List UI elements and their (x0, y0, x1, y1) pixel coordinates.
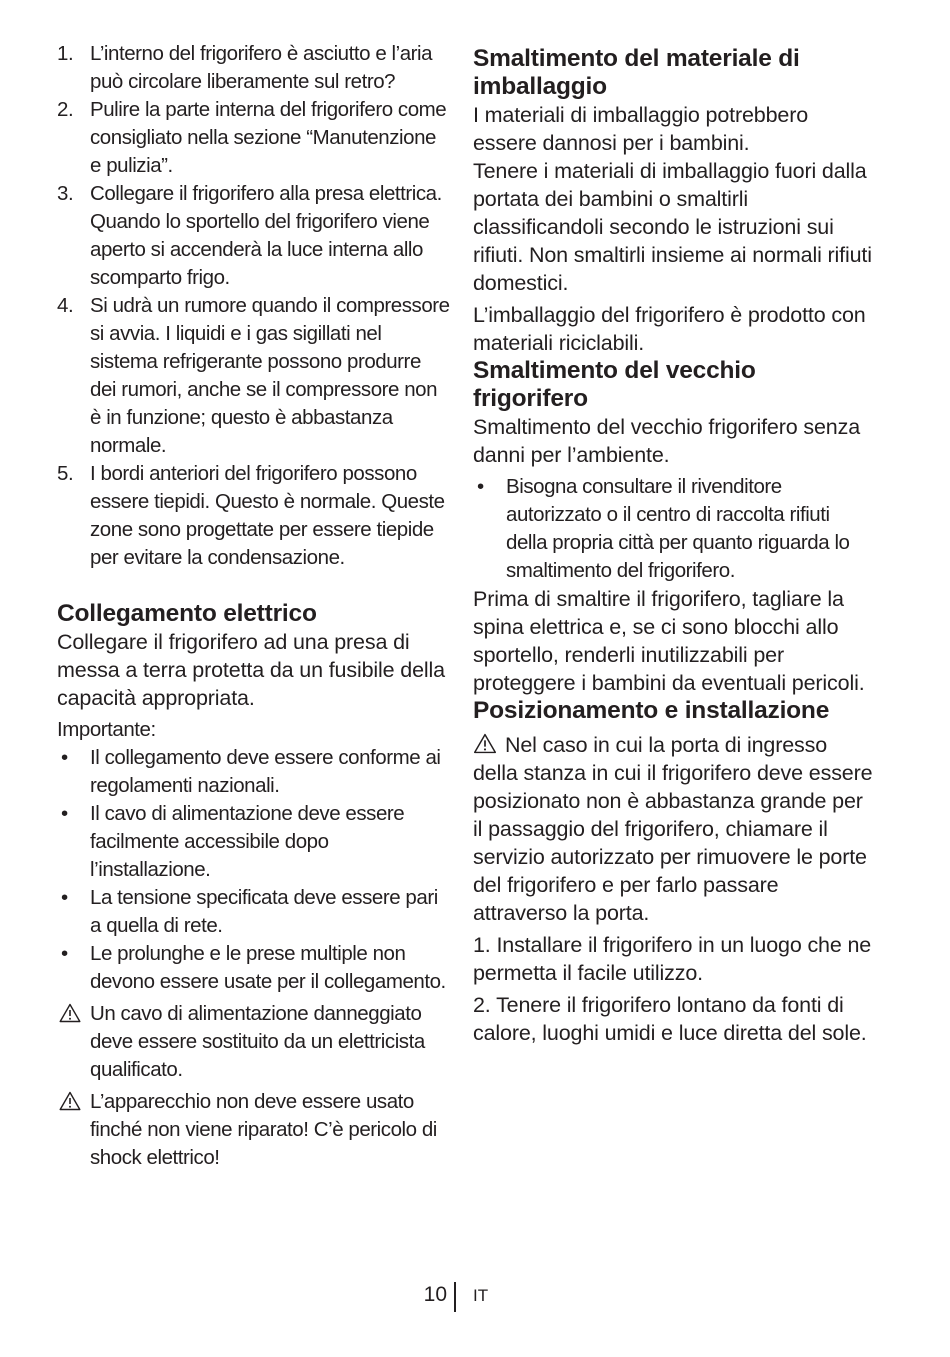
installation-warning (473, 731, 873, 927)
startup-checklist (57, 40, 452, 572)
warning-text: Un cavo di alimentazione danneggiato deve essere sostituito da un elettricista qualificato. (90, 1002, 425, 1081)
language-code: IT (473, 1286, 489, 1305)
left-column (57, 40, 452, 1172)
old-fridge-disposal-heading: Smaltimento del vecchio frigorifero (473, 357, 756, 412)
list-text: Collegare il frigorifero alla presa elettrica. Quando lo sportello del frigorifero viene aperto si accenderà la luce interna allo scomparto frigo. (90, 182, 442, 289)
warning-text: L’apparecchio non deve essere usato finché non viene riparato! C’è pericolo di shock elettrico! (90, 1090, 437, 1169)
list-item (57, 884, 452, 940)
list-item (57, 40, 452, 96)
page-footer (0, 1280, 950, 1320)
warning-electric-shock (57, 1088, 452, 1172)
list-text: I bordi anteriori del frigorifero possono essere tiepidi. Questo è normale. Queste zone sono progettate per essere tiepide per evitare la condensazione. (90, 462, 445, 569)
bullet-dot-icon: • (61, 802, 68, 825)
list-text: Pulire la parte interna del frigorifero come consigliato nella sezione “Manutenzione e pulizia”. (90, 98, 447, 177)
list-item (57, 940, 452, 996)
page-number: 10 (423, 1283, 447, 1306)
electrical-intro: Collegare il frigorifero ad una presa di messa a terra protetta da un fusibile della capacità appropriata. (57, 630, 445, 710)
packaging-disposal-heading: Smaltimento del materiale di imballaggio (473, 45, 800, 100)
list-item (57, 180, 452, 292)
installation-heading: Posizionamento e installazione (473, 697, 830, 724)
installation-step: 1. Installare il frigorifero in un luogo che ne permetta il facile utilizzo. (473, 933, 872, 985)
right-column (473, 45, 873, 1047)
list-number: 2. (57, 98, 74, 121)
list-number: 1. (57, 42, 74, 65)
list-item (57, 460, 452, 572)
warning-damaged-cable (57, 1000, 452, 1084)
list-text: Le prolunghe e le prese multiple non devono essere usate per il collegamento. (90, 942, 446, 993)
old-fridge-paragraph: Prima di smaltire il frigorifero, tagliare la spina elettrica e, se ci sono blocchi allo sportello, renderli inutilizzabili per proteggere i bambini da eventuali pericoli. (473, 587, 865, 695)
list-item (57, 744, 452, 800)
list-text: Il collegamento deve essere conforme ai regolamenti nazionali. (90, 746, 441, 797)
bullet-dot-icon: • (61, 746, 68, 769)
electrical-requirements-list (57, 744, 452, 996)
list-number: 5. (57, 462, 74, 485)
list-text: Si udrà un rumore quando il compressore si avvia. I liquidi e i gas sigillati nel sistema refrigerante possono produrre dei rumori, anche se il compressore non è in funzione; questo è abbastanza normale. (90, 294, 450, 457)
list-number: 3. (57, 182, 74, 205)
warning-triangle-icon (473, 733, 497, 754)
list-item (57, 292, 452, 460)
electrical-connection-heading: Collegamento elettrico (57, 600, 317, 627)
packaging-paragraph: I materiali di imballaggio potrebbero essere dannosi per i bambini. (473, 103, 809, 155)
list-number: 4. (57, 294, 74, 317)
bullet-dot-icon: • (61, 942, 68, 965)
bullet-dot-icon: • (477, 475, 484, 498)
bullet-dot-icon: • (61, 886, 68, 909)
list-item (57, 800, 452, 884)
footer-divider (454, 1282, 456, 1312)
installation-step: 2. Tenere il frigorifero lontano da fonti di calore, luoghi umidi e luce diretta del sole. (473, 993, 867, 1045)
packaging-paragraph: L’imballaggio del frigorifero è prodotto con materiali riciclabili. (473, 303, 866, 355)
packaging-paragraph: Tenere i materiali di imballaggio fuori dalla portata dei bambini o smaltirli classificandoli secondo le istruzioni sui rifiuti. Non smaltirli insieme ai normali rifiuti domestici. (473, 159, 872, 295)
list-text: L’interno del frigorifero è asciutto e l’aria può circolare liberamente sul retro? (90, 42, 433, 93)
old-fridge-list (473, 473, 873, 585)
list-text: Il cavo di alimentazione deve essere facilmente accessibile dopo l’installazione. (90, 802, 405, 881)
warning-triangle-icon (59, 1091, 81, 1111)
warning-triangle-icon (59, 1003, 81, 1023)
list-item (57, 96, 452, 180)
warning-text: Nel caso in cui la porta di ingresso della stanza in cui il frigorifero deve essere posizionato non è abbastanza grande per il passaggio del frigorifero, chiamare il servizio autorizzato per rimuovere le porte del frigorifero e per farlo passare attraverso la porta. (473, 733, 873, 925)
list-text: La tensione specificata deve essere pari a quella di rete. (90, 886, 438, 937)
list-text: Bisogna consultare il rivenditore autorizzato o il centro di raccolta rifiuti della propria città per quanto riguarda lo smaltimento del frigorifero. (506, 475, 850, 582)
list-item (473, 473, 873, 585)
important-label: Importante: (57, 718, 156, 741)
old-fridge-paragraph: Smaltimento del vecchio frigorifero senza danni per l’ambiente. (473, 415, 861, 467)
